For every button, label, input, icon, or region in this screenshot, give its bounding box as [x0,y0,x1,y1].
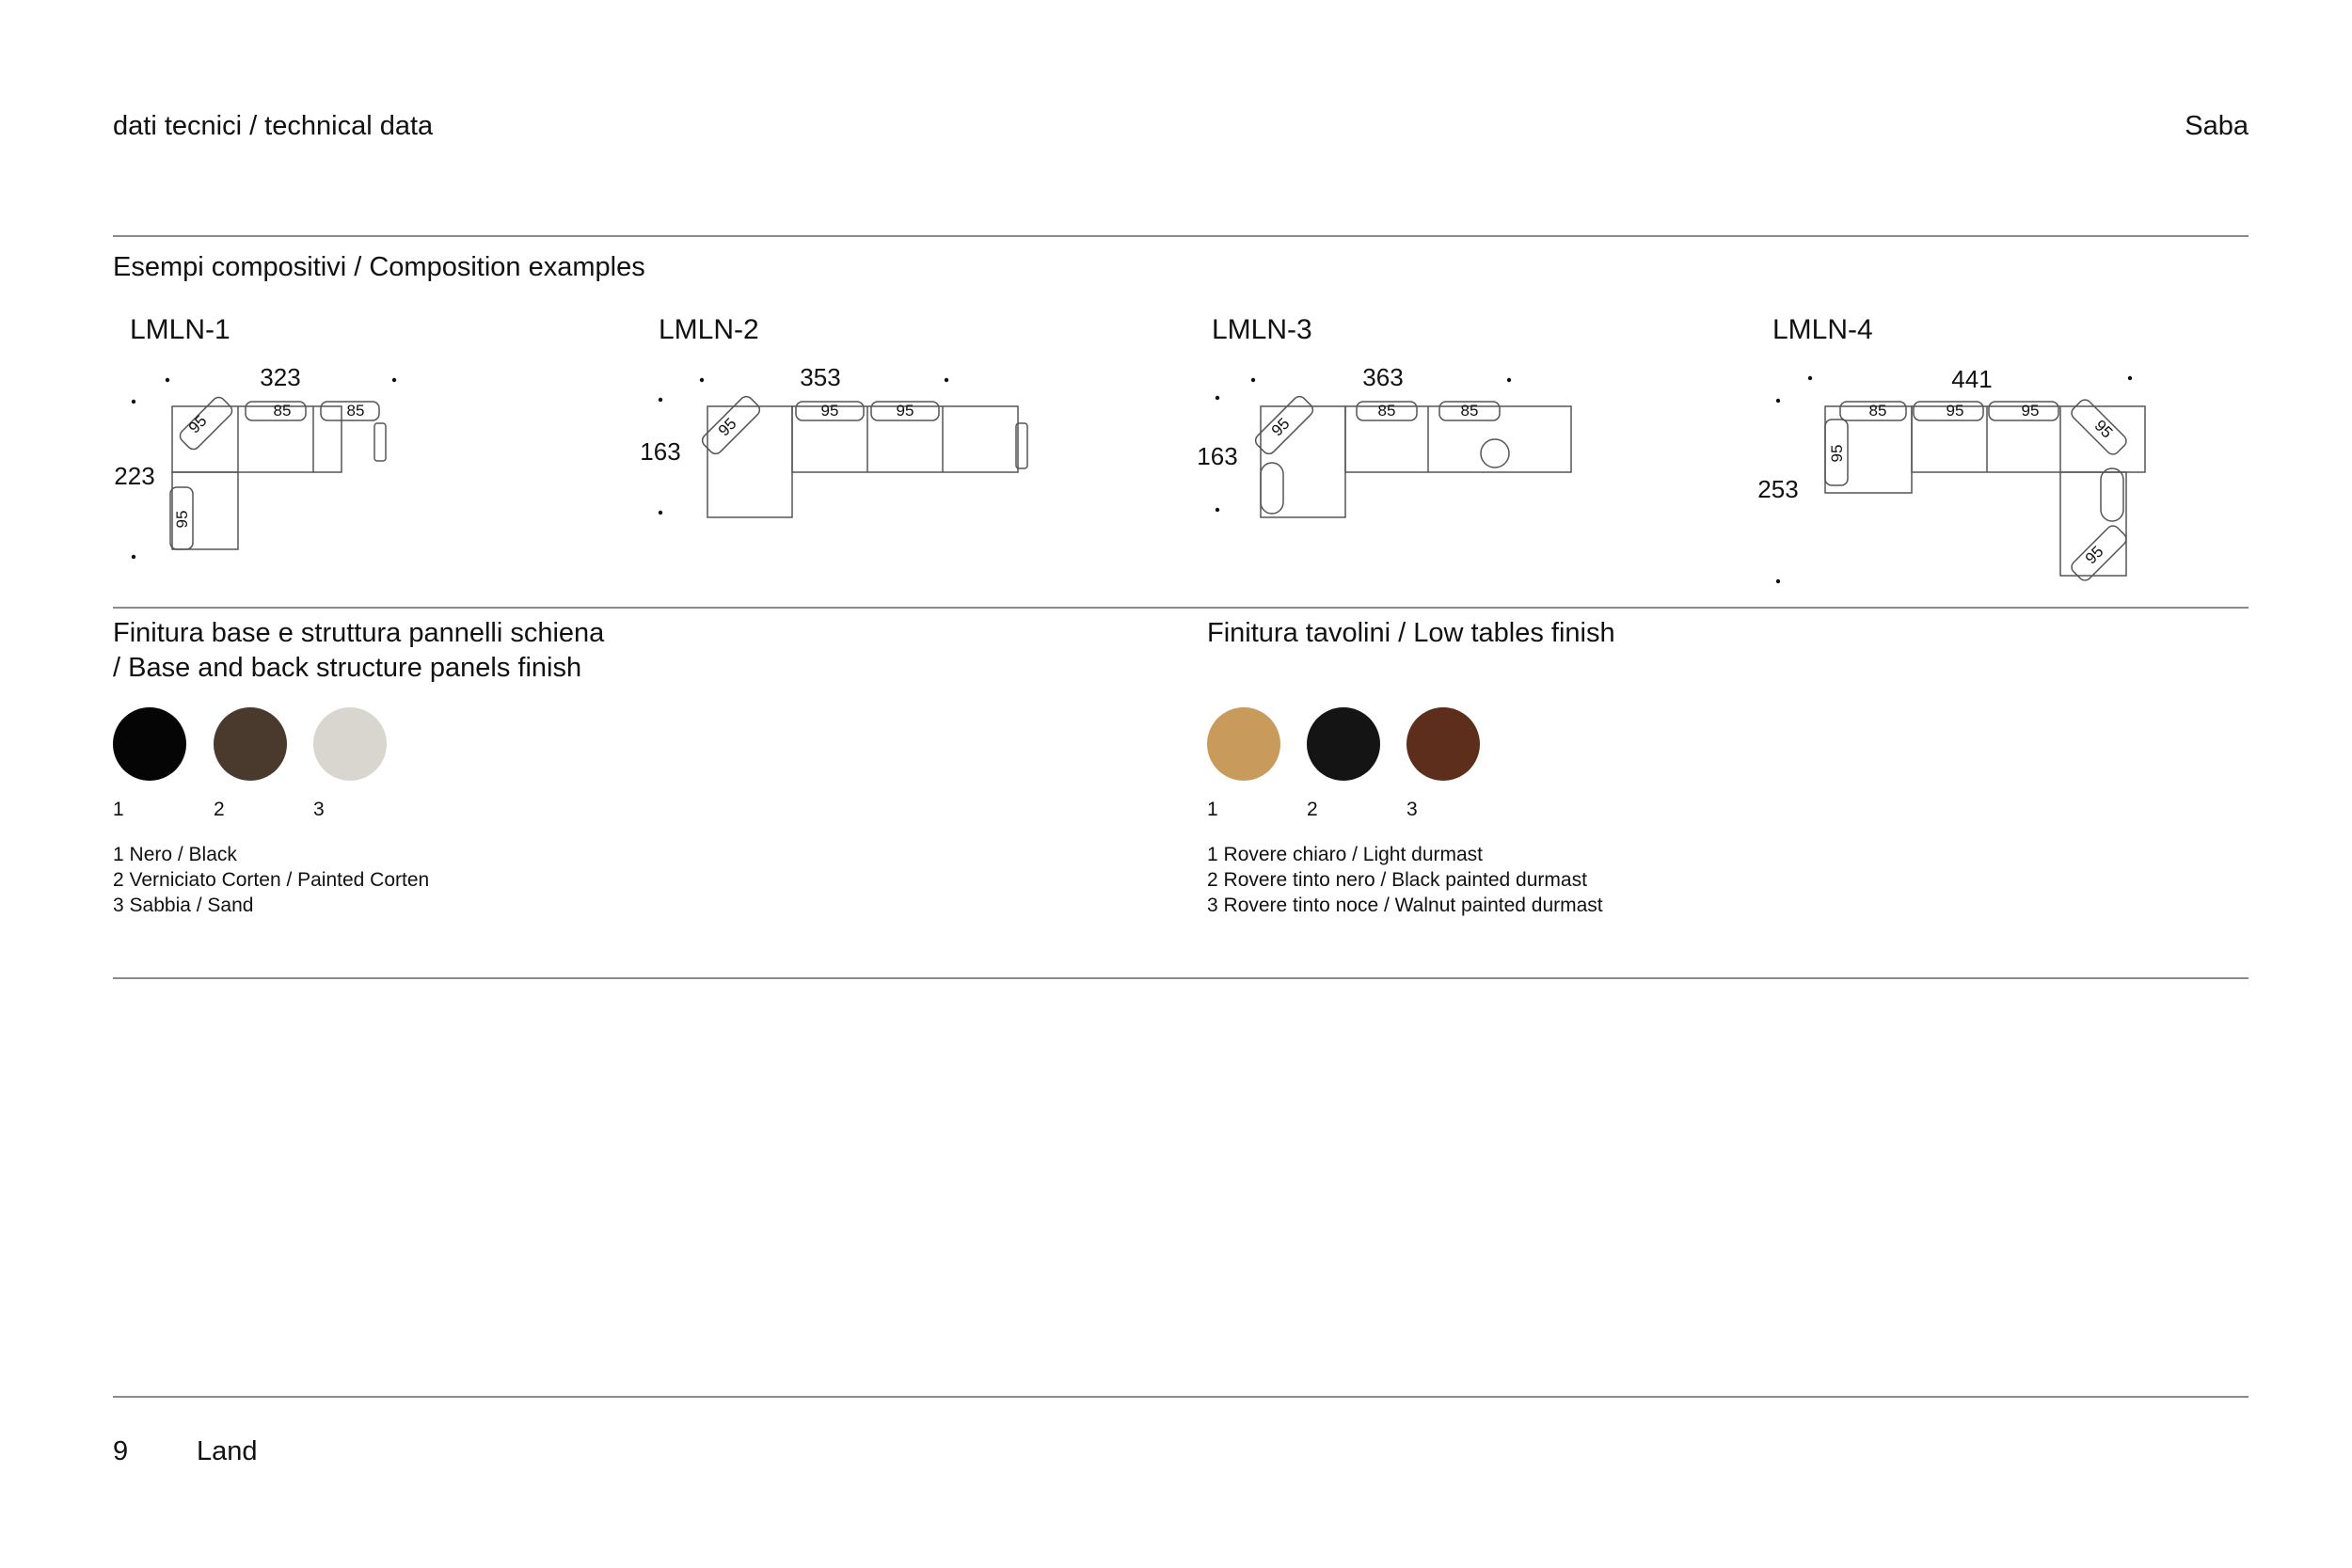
collection-name: Land [197,1436,258,1466]
legend-item [1207,842,1603,867]
legend-label: Rovere tinto nero / Black painted durmast [1223,869,1587,891]
legend-item [1207,893,1603,918]
depth-dimension: 163 [640,437,681,466]
finish-swatch [113,707,186,781]
legend-number: 2 [113,869,124,891]
legend-number: 3 [1207,895,1218,916]
module-dimension: 95 [896,402,914,420]
module-dimension: 85 [346,402,365,420]
legend-label: Verniciato Corten / Painted Corten [129,869,430,891]
module-dimension: 95 [714,414,740,440]
width-dimension: 353 [800,363,841,391]
width-dimension: 363 [1362,363,1404,391]
tables-finish-title: Finitura tavolini / Low tables finish [1207,618,1615,648]
swatch-number: 2 [1307,799,1318,820]
top-divider [113,235,2249,237]
composition-diagram [630,348,969,536]
module-dimension: 85 [1868,402,1887,420]
composition-code: LMLN-3 [1212,314,1312,345]
legend-label: Rovere tinto noce / Walnut painted durmast [1223,895,1603,916]
swatch-number: 3 [1406,799,1418,820]
width-dimension: 441 [1951,365,1993,393]
module-dimension: 85 [1460,402,1479,420]
module-dimension: 95 [184,411,211,437]
legend-number: 2 [1207,869,1218,891]
section-divider [113,977,2249,979]
module-dimension: 95 [2090,416,2117,442]
module-dimension: 95 [1828,444,1846,463]
module-dimension: 95 [2021,402,2040,420]
base-finish-title-line: / Base and back structure panels finish [113,653,582,683]
legend-number: 1 [1207,844,1218,865]
module-dimension: 95 [2081,542,2107,568]
module-dimension: 95 [1946,402,1964,420]
module-dimension: 95 [173,510,191,529]
depth-dimension: 223 [114,462,155,490]
tables-finish-legend [1207,842,1603,918]
footer-divider [113,1396,2249,1398]
module-dimension: 95 [1267,414,1294,440]
legend-label: Nero / Black [129,844,237,865]
swatch-number: 3 [313,799,325,820]
section-divider [113,607,2249,609]
module-dimension: 85 [1377,402,1396,420]
finish-swatch [1207,707,1280,781]
legend-number: 1 [113,844,124,865]
base-finish-title-line: Finitura base e struttura pannelli schiena [113,618,605,648]
brand-name: Saba [2185,111,2249,141]
finish-swatch [313,707,387,781]
legend-item [113,842,429,867]
legend-label: Sabbia / Sand [129,895,254,916]
depth-dimension: 253 [1757,475,1799,503]
section-title: dati tecnici / technical data [113,111,434,141]
swatch-number: 1 [1207,799,1218,820]
composition-code: LMLN-1 [130,314,230,345]
depth-dimension: 163 [1197,442,1238,470]
compositions-title: Esempi compositivi / Composition examples [113,252,645,282]
composition-diagram [103,348,414,574]
composition-code: LMLN-2 [659,314,759,345]
legend-label: Rovere chiaro / Light durmast [1223,844,1483,865]
swatch-number: 2 [214,799,225,820]
base-finish-legend [113,842,429,918]
finish-swatch [1307,707,1380,781]
legend-item [1207,867,1603,893]
width-dimension: 323 [260,363,301,391]
finish-swatch [214,707,287,781]
legend-number: 3 [113,895,124,916]
legend-item [113,893,429,918]
base-finish-title [113,616,604,686]
legend-item [113,867,429,893]
composition-diagram [1750,348,2145,593]
composition-code: LMLN-4 [1772,314,1873,345]
page-number: 9 [113,1436,129,1466]
module-dimension: 85 [273,402,292,420]
finish-swatch [1406,707,1480,781]
swatch-number: 1 [113,799,124,820]
module-dimension: 95 [820,402,839,420]
composition-diagram [1185,348,1524,536]
